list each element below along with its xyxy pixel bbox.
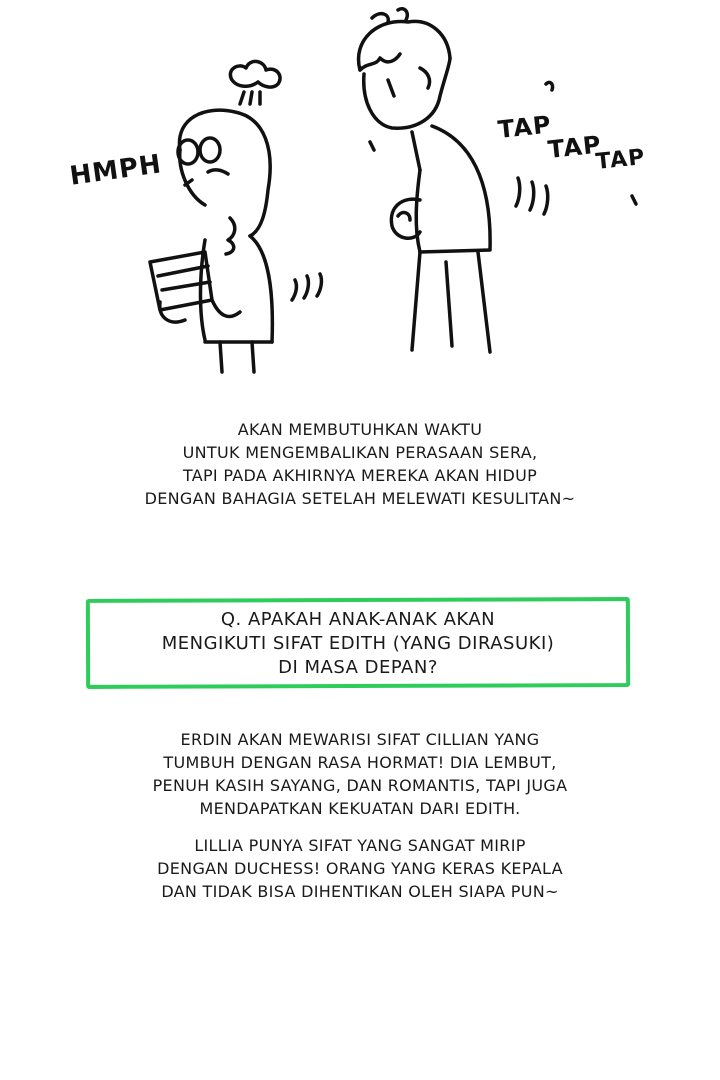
answer-line: DAN TIDAK BISA DIHENTIKAN OLEH SIAPA PUN~ [161, 882, 559, 901]
intro-paragraph [0, 418, 720, 510]
intro-line: UNTUK MENGEMBALIKAN PERASAAN SERA, [182, 443, 538, 462]
sfx-hmph: HMPH [67, 149, 164, 192]
answer-line: MENDAPATKAN KEKUATAN DARI EDITH. [199, 799, 521, 818]
sfx-tap-1: TAP [496, 110, 553, 144]
question-line: DI MASA DEPAN? [278, 657, 438, 678]
answer-erdin-paragraph [0, 728, 720, 820]
intro-line: TAPI PADA AKHIRNYA MEREKA AKAN HIDUP [182, 466, 538, 485]
boy-figure [359, 9, 636, 352]
intro-line: DENGAN BAHAGIA SETELAH MELEWATI KESULITAN~ [144, 489, 576, 508]
question-line: Q. APAKAH ANAK-ANAK AKAN [220, 609, 496, 630]
answer-lillia-paragraph [0, 834, 720, 903]
girl-figure [150, 61, 321, 372]
intro-line: AKAN MEMBUTUHKAN WAKTU [237, 420, 483, 439]
answer-line: ERDIN AKAN MEWARISI SIFAT CILLIAN YANG [180, 730, 540, 749]
question-line: MENGIKUTI SIFAT EDITH (YANG DIRASUKI) [161, 633, 555, 654]
answer-line: LILLIA PUNYA SIFAT YANG SANGAT MIRIP [194, 836, 526, 855]
answer-line: DENGAN DUCHESS! ORANG YANG KERAS KEPALA [157, 859, 563, 878]
comic-illustration [0, 0, 720, 390]
answer-line: PENUH KASIH SAYANG, DAN ROMANTIS, TAPI JUGA [152, 776, 568, 795]
answer-line: TUMBUH DENGAN RASA HORMAT! DIA LEMBUT, [163, 753, 557, 772]
sfx-tap-3: TAP [594, 144, 647, 175]
sfx-tap-2: TAP [546, 130, 603, 164]
question-text [86, 608, 630, 680]
